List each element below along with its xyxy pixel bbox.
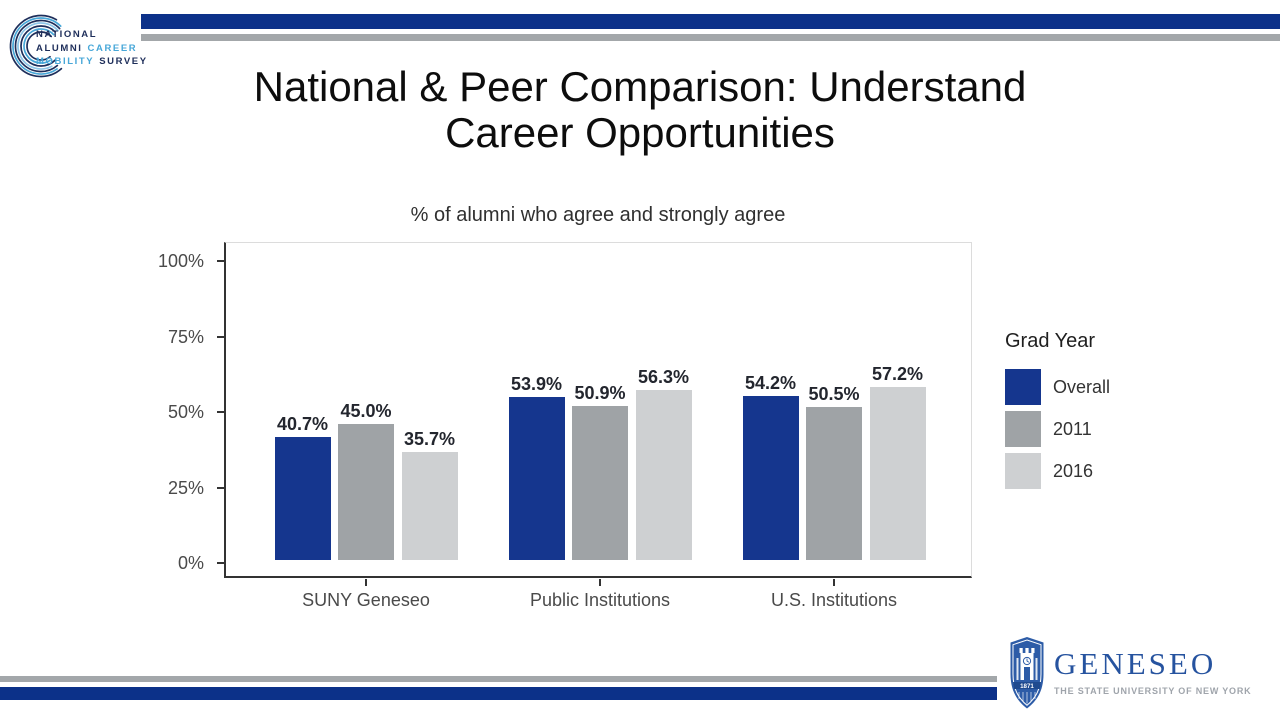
y-axis-tick xyxy=(217,411,225,413)
bar xyxy=(402,452,458,560)
y-axis-label: 75% xyxy=(167,326,204,347)
bar xyxy=(509,397,565,560)
x-axis-tick xyxy=(365,579,367,586)
bar-value-label: 45.0% xyxy=(340,401,392,421)
y-axis-tick xyxy=(217,487,225,489)
y-axis-label: 50% xyxy=(167,402,204,422)
slide-title-line1: National & Peer Comparison: Understand xyxy=(253,63,1027,110)
bottom-blue-stripe xyxy=(0,687,997,700)
y-axis-tick xyxy=(217,562,225,564)
bar-value-label: 53.9% xyxy=(510,374,563,394)
chart-legend xyxy=(1005,330,1110,495)
y-axis-tick xyxy=(217,260,225,262)
chart-title: % of alumni who agree and strongly agree xyxy=(410,204,786,226)
legend-label: 2016 xyxy=(1053,460,1094,481)
bar xyxy=(338,424,394,560)
y-axis-tick xyxy=(217,336,225,338)
legend-swatch xyxy=(1005,453,1041,489)
legend-item xyxy=(1005,369,1110,405)
bar xyxy=(572,406,628,560)
legend-item xyxy=(1005,411,1110,447)
x-axis-label: SUNY Geneseo xyxy=(302,590,430,610)
legend-item xyxy=(1005,453,1110,489)
bar-value-label: 50.5% xyxy=(808,384,860,404)
bar xyxy=(275,437,331,560)
y-axis-label: 100% xyxy=(157,251,204,271)
bar xyxy=(806,407,862,560)
geneseo-wordmark: GENESEO xyxy=(1054,646,1217,681)
nacm-line3-survey: SURVEY xyxy=(99,56,148,67)
nacm-line3-mobility: MOBILITY xyxy=(36,56,95,67)
y-axis-label: 0% xyxy=(177,553,204,573)
bar xyxy=(870,387,926,560)
x-axis-tick xyxy=(833,579,835,586)
top-gray-stripe xyxy=(141,34,1280,41)
y-axis-label: 25% xyxy=(167,477,204,498)
nacm-line2-career: CAREER xyxy=(87,42,138,54)
x-axis-label: U.S. Institutions xyxy=(770,590,898,610)
legend-swatch xyxy=(1005,411,1041,447)
bar-chart-panel xyxy=(157,242,972,610)
nacm-line1: NATIONAL xyxy=(36,29,98,40)
bar xyxy=(743,396,799,560)
geneseo-year: 1871 xyxy=(1020,683,1034,690)
nacm-logo-text xyxy=(36,28,148,69)
geneseo-tagline: THE STATE UNIVERSITY OF NEW YORK xyxy=(1054,686,1252,696)
bar-value-label: 40.7% xyxy=(276,414,329,434)
x-axis-tick xyxy=(599,579,601,586)
legend-title: Grad Year xyxy=(1005,330,1096,352)
bottom-gray-stripe xyxy=(0,676,997,682)
bar-value-label: 56.3% xyxy=(637,367,690,387)
bar-value-label: 35.7% xyxy=(403,429,456,449)
legend-swatch xyxy=(1005,369,1041,405)
slide-title xyxy=(0,64,1280,156)
top-blue-stripe xyxy=(141,14,1280,29)
bar-value-label: 50.9% xyxy=(574,383,626,403)
legend-label: 2011 xyxy=(1053,418,1092,439)
bar xyxy=(636,390,692,560)
bar-value-label: 57.2% xyxy=(871,364,924,384)
legend-label: Overall xyxy=(1053,376,1111,397)
geneseo-shield-icon xyxy=(1007,636,1047,710)
geneseo-logo xyxy=(1007,636,1257,712)
slide-title-line2: Career Opportunities xyxy=(445,109,835,156)
x-axis-label: Public Institutions xyxy=(529,590,671,610)
nacm-line2-alumni: ALUMNI xyxy=(36,42,83,54)
bar-value-label: 54.2% xyxy=(744,373,797,393)
